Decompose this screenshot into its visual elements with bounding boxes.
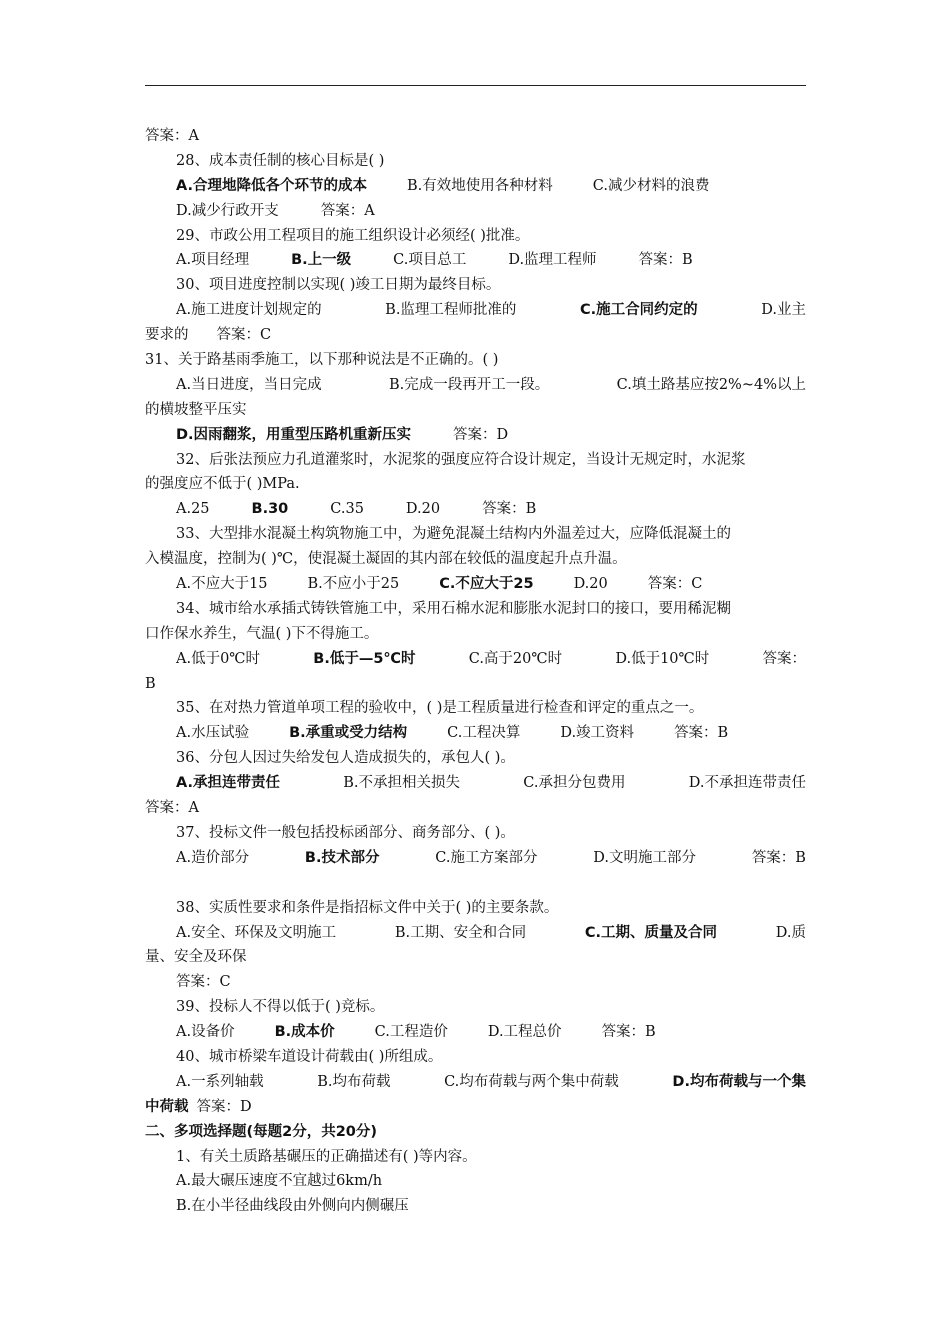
option-c: C.工期、质量及合同 xyxy=(584,924,718,941)
question-40-options-cont xyxy=(145,1095,806,1120)
answer-text: 答案：D xyxy=(453,426,509,443)
option-d: D.低于10℃时 xyxy=(615,650,710,667)
option-b: B.监理工程师批准的 xyxy=(385,302,517,319)
question-36-answer: 答案：A xyxy=(145,800,199,817)
question-39-options xyxy=(145,1020,806,1045)
option-c: C.施工合同约定的 xyxy=(580,302,698,319)
option-a: A.不应大于15 xyxy=(176,576,268,593)
option-a: A.25 xyxy=(176,501,210,518)
option-d: D.20 xyxy=(573,576,608,593)
question-30-options xyxy=(145,298,806,323)
option-c: C.项目总工 xyxy=(393,252,467,269)
option-d: D.工程总价 xyxy=(487,1024,562,1041)
option-a: A.水压试验 xyxy=(176,725,250,742)
header-rule xyxy=(145,85,806,86)
question-38-options-cont: 量、安全及环保 xyxy=(145,949,247,966)
answer-text: 答案：A xyxy=(145,128,199,144)
question-30-options-cont xyxy=(145,323,806,348)
option-b: B.成本价 xyxy=(274,1024,335,1041)
option-a: A.设备价 xyxy=(176,1024,235,1041)
option-b: B.技术部分 xyxy=(304,849,380,866)
option-c: C.减少材料的浪费 xyxy=(592,177,710,194)
question-32-options xyxy=(145,497,806,522)
question-31-options xyxy=(145,373,806,398)
answer-text: 答案：D xyxy=(196,1098,252,1115)
question-28-options-cont xyxy=(145,199,806,224)
question-34-answer-cont: B xyxy=(145,675,156,692)
option-d-cont: 中荷载 xyxy=(145,1098,189,1115)
question-40-stem: 40、城市桥梁车道设计荷载由( )所组成。 xyxy=(176,1048,443,1065)
option-c: C.工程决算 xyxy=(447,725,521,742)
question-34-stem-cont: 口作保水养生，气温( )下不得施工。 xyxy=(145,625,379,642)
option-d: D.质 xyxy=(775,924,806,941)
question-33-stem: 33、大型排水混凝土构筑物施工中，为避免混凝土结构内外温差过大，应降低混凝土的 xyxy=(176,526,731,543)
option-a: A.承担连带责任 xyxy=(176,775,280,792)
multi-question-1-option-a: A.最大碾压速度不宜越过6km/h xyxy=(176,1173,383,1190)
answer-text: 答案：B xyxy=(674,725,729,742)
option-b: B.不应小于25 xyxy=(307,576,400,593)
option-d-cont: 要求的 xyxy=(145,327,189,344)
option-b: B.承重或受力结构 xyxy=(289,725,408,742)
question-28-options xyxy=(145,174,806,199)
option-a: A.合理地降低各个环节的成本 xyxy=(176,177,367,194)
question-35-stem: 35、在对热力管道单项工程的验收中，( )是工程质量进行检查和评定的重点之一。 xyxy=(176,700,704,717)
question-32-stem-cont: 的强度应不低于( )MPa. xyxy=(145,476,300,493)
option-d: D.因雨翻浆，用重型压路机重新压实 xyxy=(176,426,412,443)
option-b: B.不承担相关损失 xyxy=(343,775,461,792)
option-b: B.上一级 xyxy=(291,252,352,269)
question-31-stem: 31、关于路基雨季施工，以下那种说法是不正确的。( ) xyxy=(145,352,499,369)
answer-line xyxy=(145,124,806,149)
question-33-stem-cont: 入模温度，控制为( )℃，使混凝土凝固的其内部在较低的温度起升点升温。 xyxy=(145,551,627,568)
option-b: B.完成一段再开工一段。 xyxy=(388,376,550,393)
question-31-options-cont: 的横坡整平压实 xyxy=(145,401,247,418)
multi-question-1-option-b: B.在小半径曲线段由外侧向内侧碾压 xyxy=(176,1198,409,1215)
option-a: A.当日进度，当日完成 xyxy=(176,376,322,393)
option-b: B.工期、安全和合同 xyxy=(394,924,527,941)
multi-question-1-stem: 1、有关土质路基碾压的正确描述有( )等内容。 xyxy=(176,1148,477,1165)
answer-text: 答案：C xyxy=(647,576,703,593)
question-38-stem: 38、实质性要求和条件是指招标文件中关于( )的主要条款。 xyxy=(176,899,559,916)
option-d: D.减少行政开支 xyxy=(176,202,279,219)
option-b: B.低于—5℃时 xyxy=(313,650,416,667)
question-40-options xyxy=(145,1070,806,1095)
option-d: D.竣工资料 xyxy=(560,725,635,742)
option-a: A.项目经理 xyxy=(176,252,250,269)
answer-text: 答案： xyxy=(762,650,806,667)
option-d: D.业主 xyxy=(761,302,806,319)
question-30-stem: 30、项目进度控制以实现( )竣工日期为最终目标。 xyxy=(176,277,501,294)
question-33-options xyxy=(145,572,806,597)
option-c: C.高于20℃时 xyxy=(468,650,563,667)
option-a: A.一系列轴载 xyxy=(176,1073,264,1090)
option-c: C.填土路基应按2%~4%以上 xyxy=(616,376,806,393)
question-29-stem: 29、市政公用工程项目的施工组织设计必须经( )批准。 xyxy=(176,227,530,244)
option-a: A.造价部分 xyxy=(176,849,250,866)
question-37-stem: 37、投标文件一般包括投标函部分、商务部分、( )。 xyxy=(176,824,515,841)
answer-text: 答案：B xyxy=(482,501,537,518)
option-d: D.20 xyxy=(405,501,441,518)
option-d: D.不承担连带责任 xyxy=(688,775,806,792)
question-34-options xyxy=(145,647,806,672)
answer-text: 答案：C xyxy=(216,327,272,344)
question-31-option-d xyxy=(145,423,806,448)
option-c: C.施工方案部分 xyxy=(435,849,538,866)
option-d: D.监理工程师 xyxy=(508,252,597,269)
question-36-stem: 36、分包人因过失给发包人造成损失的，承包人( )。 xyxy=(176,750,515,767)
answer-text: 答案：B xyxy=(601,1024,656,1041)
option-c: C.均布荷载与两个集中荷载 xyxy=(444,1073,619,1090)
question-38-answer: 答案：C xyxy=(176,974,231,991)
option-b: B.有效地使用各种材料 xyxy=(407,177,553,194)
option-a: A.安全、环保及文明施工 xyxy=(176,924,337,941)
option-c: C.承担分包费用 xyxy=(523,775,626,792)
question-34-stem: 34、城市给水承插式铸铁管施工中，采用石棉水泥和膨胀水泥封口的接口，要用稀泥糊 xyxy=(176,600,731,617)
question-32-stem: 32、后张法预应力孔道灌浆时，水泥浆的强度应符合设计规定，当设计无规定时，水泥浆 xyxy=(176,451,746,468)
question-38-options xyxy=(145,921,806,946)
question-39-stem: 39、投标人不得以低于( )竞标。 xyxy=(176,999,385,1016)
option-b: B.均布荷载 xyxy=(317,1073,391,1090)
answer-text: 答案：B xyxy=(751,849,806,866)
section-heading: 二、多项选择题(每题2分，共20分) xyxy=(145,1123,378,1140)
question-28-stem: 28、成本责任制的核心目标是( ) xyxy=(176,152,385,169)
question-36-options xyxy=(145,771,806,796)
option-b: B.30 xyxy=(251,501,289,518)
question-35-options xyxy=(145,721,806,746)
blank-line xyxy=(145,871,806,896)
option-c: C.不应大于25 xyxy=(439,576,534,593)
answer-text: 答案：B xyxy=(638,252,693,269)
document-body xyxy=(145,124,806,1219)
option-d: D.文明施工部分 xyxy=(593,849,696,866)
option-c: C.35 xyxy=(330,501,364,518)
option-d: D.均布荷载与一个集 xyxy=(672,1073,806,1090)
option-a: A.施工进度计划规定的 xyxy=(176,302,322,319)
answer-text: 答案：A xyxy=(320,202,375,219)
question-29-options xyxy=(145,248,806,273)
option-a: A.低于0℃时 xyxy=(176,650,261,667)
option-c: C.工程造价 xyxy=(374,1024,448,1041)
question-37-options xyxy=(145,846,806,871)
